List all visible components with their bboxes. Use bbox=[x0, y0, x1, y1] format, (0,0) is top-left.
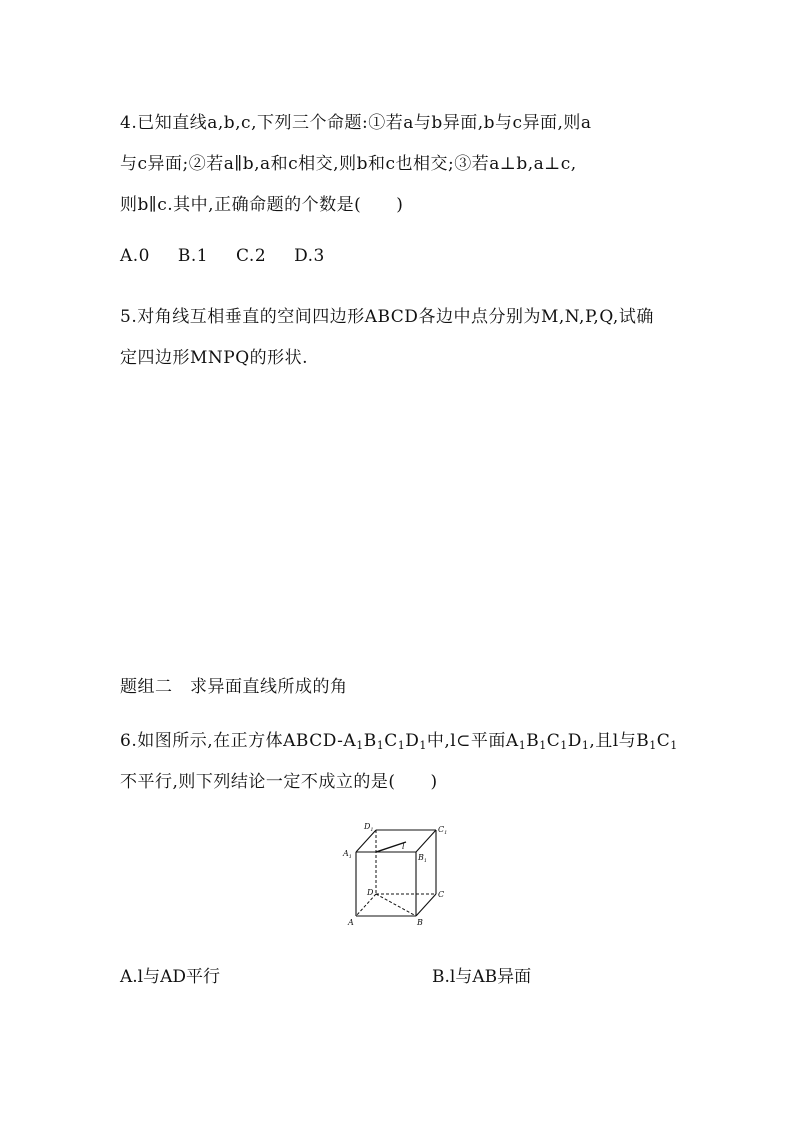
diag-d-b-hidden bbox=[376, 894, 416, 916]
label-a: A bbox=[348, 918, 354, 927]
q5-line-1: 5.对角线互相垂直的空间四边形ABCD各边中点分别为M,N,P,Q,试确 bbox=[120, 307, 654, 327]
q6-mid-2: ,且l与B bbox=[589, 731, 650, 751]
edge-c-b bbox=[416, 894, 436, 916]
q4-option-b: B.1 bbox=[177, 246, 209, 266]
q6-option-b: B.l与AB异面 bbox=[432, 967, 532, 987]
q6-mid-1: 中,l⊂平面A bbox=[426, 731, 519, 751]
q5-line-2: 定四边形MNPQ的形状. bbox=[120, 348, 309, 368]
q4-line-1: 4.已知直线a,b,c,下列三个命题:①若a与b异面,b与c异面,则a bbox=[120, 113, 592, 133]
label-b: B bbox=[417, 918, 423, 927]
q4-option-a: A.0 bbox=[120, 246, 150, 266]
label-l: l bbox=[402, 842, 405, 851]
q6-prefix: 6.如图所示,在正方体ABCD-A bbox=[120, 731, 357, 751]
q4-option-c: C.2 bbox=[236, 246, 267, 266]
label-c1: $C_1$ bbox=[438, 825, 448, 836]
cube-figure bbox=[340, 818, 460, 930]
q6-line-2: 不平行,则下列结论一定不成立的是( ) bbox=[120, 772, 438, 792]
edge-d-a-hidden bbox=[356, 894, 376, 916]
q4-line-3: 则b∥c.其中,正确命题的个数是( ) bbox=[120, 195, 404, 215]
label-d: D bbox=[367, 888, 374, 897]
label-c: C bbox=[438, 890, 445, 899]
edge-a1-d1 bbox=[356, 830, 376, 852]
q6-option-a: A.l与AD平行 bbox=[120, 967, 221, 987]
label-a1: $A_1$ bbox=[343, 849, 352, 860]
q6-line-1: 6.如图所示,在正方体ABCD-$A_1B_1C_1D_1$中,l⊂平面$A_1B_1C_1D_1$,且l与$B_1C_1$ bbox=[120, 731, 678, 752]
label-b1: $B_1$ bbox=[418, 853, 428, 864]
q4-option-d: D.3 bbox=[294, 246, 325, 266]
q4-options bbox=[120, 246, 347, 266]
q4-line-2: 与c异面;②若a∥b,a和c相交,则b和c也相交;③若a⊥b,a⊥c, bbox=[120, 154, 577, 174]
section-title: 题组二 求异面直线所成的角 bbox=[120, 677, 348, 697]
edge-c1-b1 bbox=[416, 830, 436, 852]
label-d1: $D_1$ bbox=[364, 822, 374, 833]
